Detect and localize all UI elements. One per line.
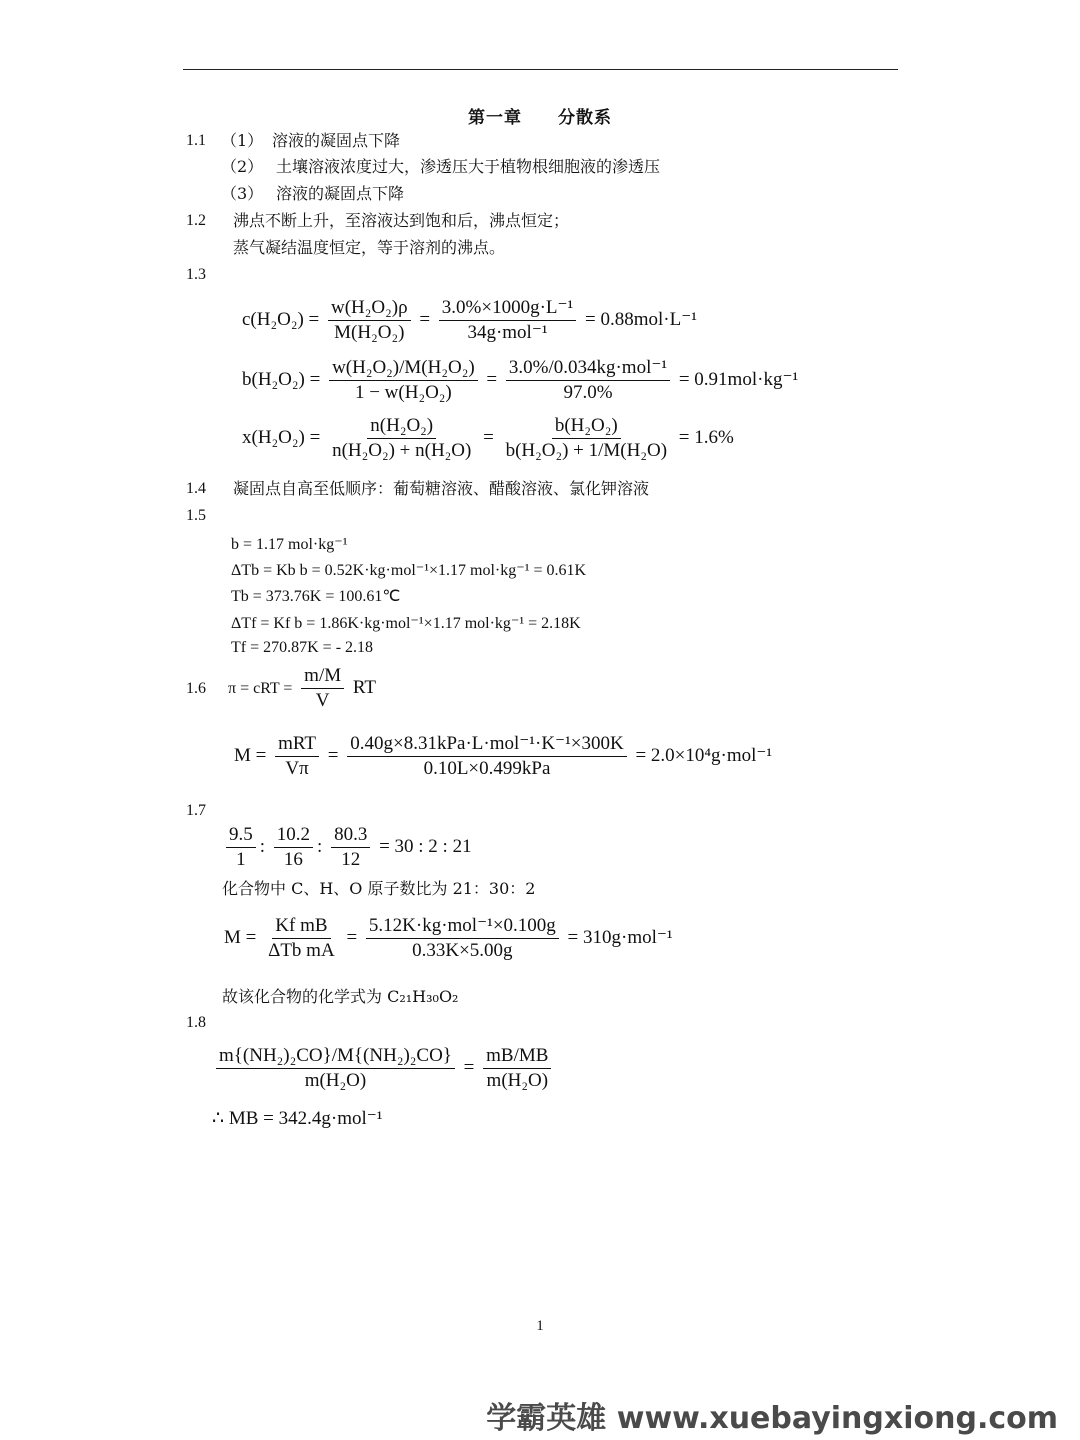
q1-1-a1-label: （1） [221,131,264,150]
q1-5-line5: Tf = 270.87K = - 2.18 [231,639,374,656]
q1-1-number: 1.1 [186,132,206,149]
q1-6-number: 1.6 [186,680,206,697]
q1-7-ratio-equation: $\frac{9.5}{1}$ : $\frac{10.2}{16}$ : $\frac{80.3}{12}$ = 30 : 2 : 21 [222,823,472,872]
q1-5-line2: ΔTb = Kb b = 0.52K·kg·mol⁻¹×1.17 mol·kg⁻¹ = 0.61K [231,562,587,579]
page-number: 1 [536,1318,544,1334]
q1-5-line4: ΔTf = Kf b = 1.86K·kg·mol⁻¹×1.17 mol·kg⁻¹ = 2.18K [231,615,581,632]
q1-8-number: 1.8 [186,1014,206,1031]
q1-1-a2-text: 土壤溶液浓度过大，渗透压大于植物根细胞液的渗透压 [276,157,661,176]
q1-7-text1: 化合物中 C、H、O 原子数比为 21：30：2 [222,879,536,898]
q1-7-text2: 故该化合物的化学式为 C₂₁H₃₀O₂ [222,987,459,1006]
q1-1-a1-text: 溶液的凝固点下降 [272,131,401,150]
q1-4-text: 凝固点自高至低顺序：葡萄糖溶液、醋酸溶液、氯化钾溶液 [233,479,650,498]
q1-7-m-equation: M = $\frac{\text{Kf mB}}{\text{ΔTb mA}}$ = $\frac{\text{5.12K·kg·mol⁻¹×0.100g}}{0.33K\times 5.00g}$ = 310g·mol⁻¹ [224,915,673,961]
q1-8-equation: $\frac{\text{m\{(NH₂)₂CO\}/M\{(NH₂)₂CO\}}}{\text{m(H₂O)}}$ = $\frac{mB/MB}{\text{m(H₂O)}}$ [212,1044,555,1093]
q1-2-line1: 沸点不断上升，至溶液达到饱和后，沸点恒定； [233,211,570,230]
q1-1-a3-label: （3） [221,184,264,203]
q1-5-line3: Tb = 373.76K = 100.61℃ [231,588,401,605]
q1-5-line1: b = 1.17 mol·kg⁻¹ [231,536,348,553]
q1-2-line2: 蒸气凝结温度恒定，等于溶剂的沸点。 [233,238,506,257]
q1-3-b-equation: b(H₂O₂) = $\frac{\text{w(H₂O₂)/M(H₂O₂)}}{\text{1 − w(H₂O₂)}}$ = $\frac{\text{3.0\%/0.034kg·mol⁻¹}}{97.0\%}$ = 0.91mol·kg⁻¹ [242,357,799,403]
q1-3-c-equation: c(H₂O₂) = $\frac{\text{w(H₂O₂)ρ}}{\text{M(H₂O₂)}}$ = $\frac{\text{3.0\%×1000g·L⁻¹}}{\text{34g·mol⁻¹}}$ = 0.88mol·L⁻¹ [242,297,697,343]
q1-8-result: ∴ MB = 342.4g·mol⁻¹ [212,1108,383,1129]
q1-1-a3-text: 溶液的凝固点下降 [276,184,405,203]
q1-6-pi-equation: π = cRT = $\frac{m/M}{V}$ RT [228,665,377,711]
q1-4-number: 1.4 [186,480,206,497]
q1-3-x-equation: x(H₂O₂) = $\frac{\text{n(H₂O₂)}}{\text{n(H₂O₂) + n(H₂O)}}$ = $\frac{\text{b(H₂O₂)}}{\text{b(H₂O₂) + 1/M(H₂O)}}$ = 1.6% [242,415,734,461]
q1-6-m-equation: M = $\frac{\text{mRT}}{V\pi}$ = $\frac{\text{0.40g×8.31kPa·L·mol⁻¹·K⁻¹×300K}}{\text{0.10L×0.499kPa}}$ = 2.0×10⁴g·mol⁻¹ [234,733,773,779]
chapter-title: 第一章 分散系 [468,108,612,128]
q1-5-number: 1.5 [186,507,206,524]
q1-2-number: 1.2 [186,212,206,229]
q1-3-number: 1.3 [186,266,206,283]
site-watermark: 学霸英雄 www.xuebayingxiong.com [486,1401,1058,1436]
q1-7-number: 1.7 [186,802,206,819]
q1-1-a2-label: （2） [221,157,264,176]
header-rule [183,69,898,70]
